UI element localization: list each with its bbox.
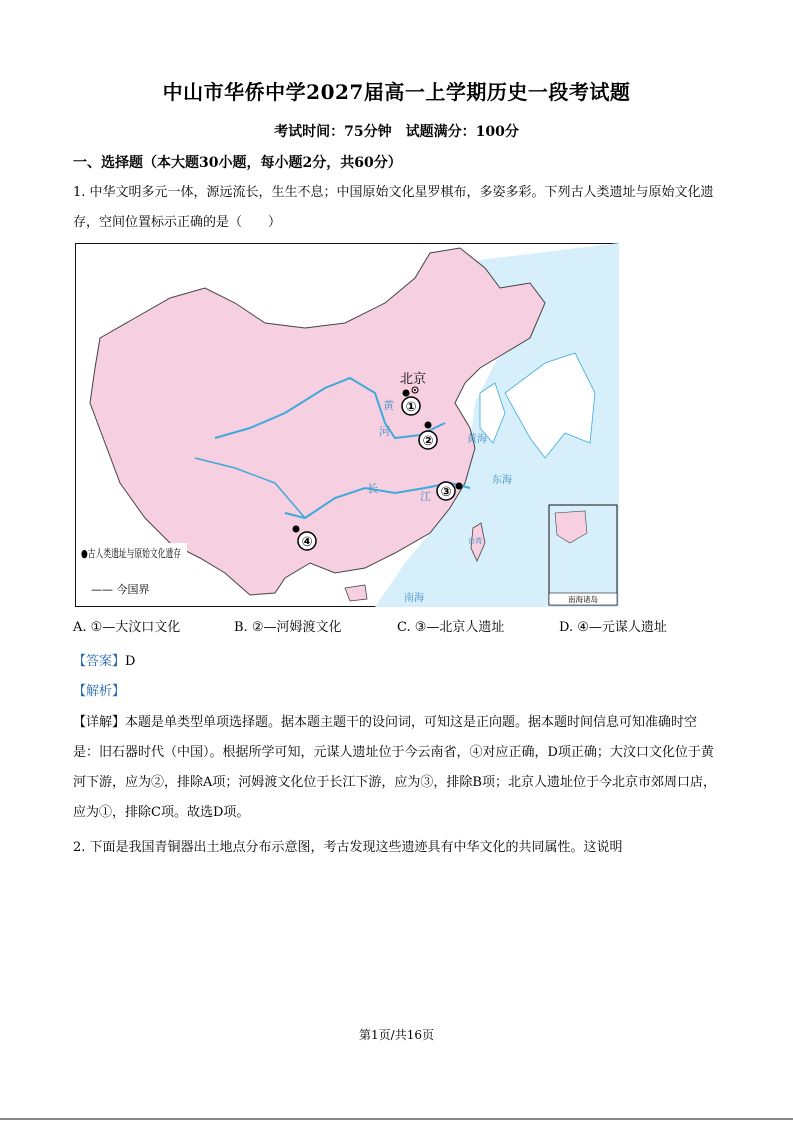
answer-line	[73, 650, 135, 669]
river-label-jiang: 江	[420, 490, 431, 503]
section-heading: 一、选择题（本大题30小题，每小题2分，共60分）	[73, 155, 402, 171]
answer-label: 【答案】	[73, 654, 126, 669]
analysis-label: 【解析】	[73, 684, 126, 699]
svg-text:③: ③	[440, 485, 452, 500]
legend-site: ●古人类遗址与原始文化遗存	[81, 547, 223, 560]
river-label-huang: 黄	[383, 399, 394, 412]
china-map	[75, 243, 619, 607]
option-b[interactable]: B. ②—河姆渡文化	[234, 620, 342, 635]
legend-border: —— 今国界	[91, 583, 150, 596]
beijing-label: 北京	[400, 372, 427, 387]
river-label-chang: 长	[367, 482, 378, 495]
page-title: 中山市华侨中学2027届高一上学期历史一段考试题	[162, 80, 631, 104]
svg-text:④: ④	[301, 535, 313, 550]
detail-text: 本题是单类型单项选择题。据本题主题干的设问词，可知这是正向题。据本题时间信息可知准确时空是：旧石器时代（中国）。根据所学可知，元谋人遗址位于今云南省，④对应正确，D项正确；大汶口文化位于黄河下游，应为②，排除A项；河姆渡文化位于长江下游，应为③，排除B项；北京人遗址位于今北京市郊周口店，应为①，排除C项。故选D项。	[73, 715, 716, 820]
option-a[interactable]: A. ①—大汶口文化	[73, 620, 181, 635]
sea-label-south: 南海	[404, 593, 424, 604]
bottom-rule	[0, 1118, 793, 1120]
page-footer: 第1页/共16页	[359, 1028, 434, 1042]
question-1-stem: 1. 中华文明多元一体，源远流长，生生不息；中国原始文化星罗棋布，多姿多彩。下列古人类遗址与原始文化遗存，空间位置标示正确的是（ ）	[73, 185, 714, 230]
taiwan-label: 台湾	[468, 537, 482, 545]
option-c[interactable]: C. ③—北京人遗址	[397, 620, 505, 635]
svg-text:①: ①	[405, 400, 417, 415]
detail-paragraph	[73, 708, 723, 828]
inset-label: 南海诸岛	[568, 595, 598, 604]
answer-value: D	[125, 654, 136, 669]
question-2-stem: 2. 下面是我国青铜器出土地点分布示意图，考古发现这些遗迹具有中华文化的共同属性。这说明	[73, 840, 623, 855]
sea-label-yellow: 黄海	[467, 434, 487, 445]
svg-text:②: ②	[422, 434, 434, 449]
sea-label-east: 东海	[492, 475, 512, 486]
river-label-he: 河	[379, 425, 390, 438]
exam-info: 考试时间：75分钟 试题满分：100分	[274, 124, 519, 140]
option-d[interactable]: D. ④—元谋人遗址	[559, 620, 667, 635]
detail-label: 【详解】	[73, 715, 126, 730]
